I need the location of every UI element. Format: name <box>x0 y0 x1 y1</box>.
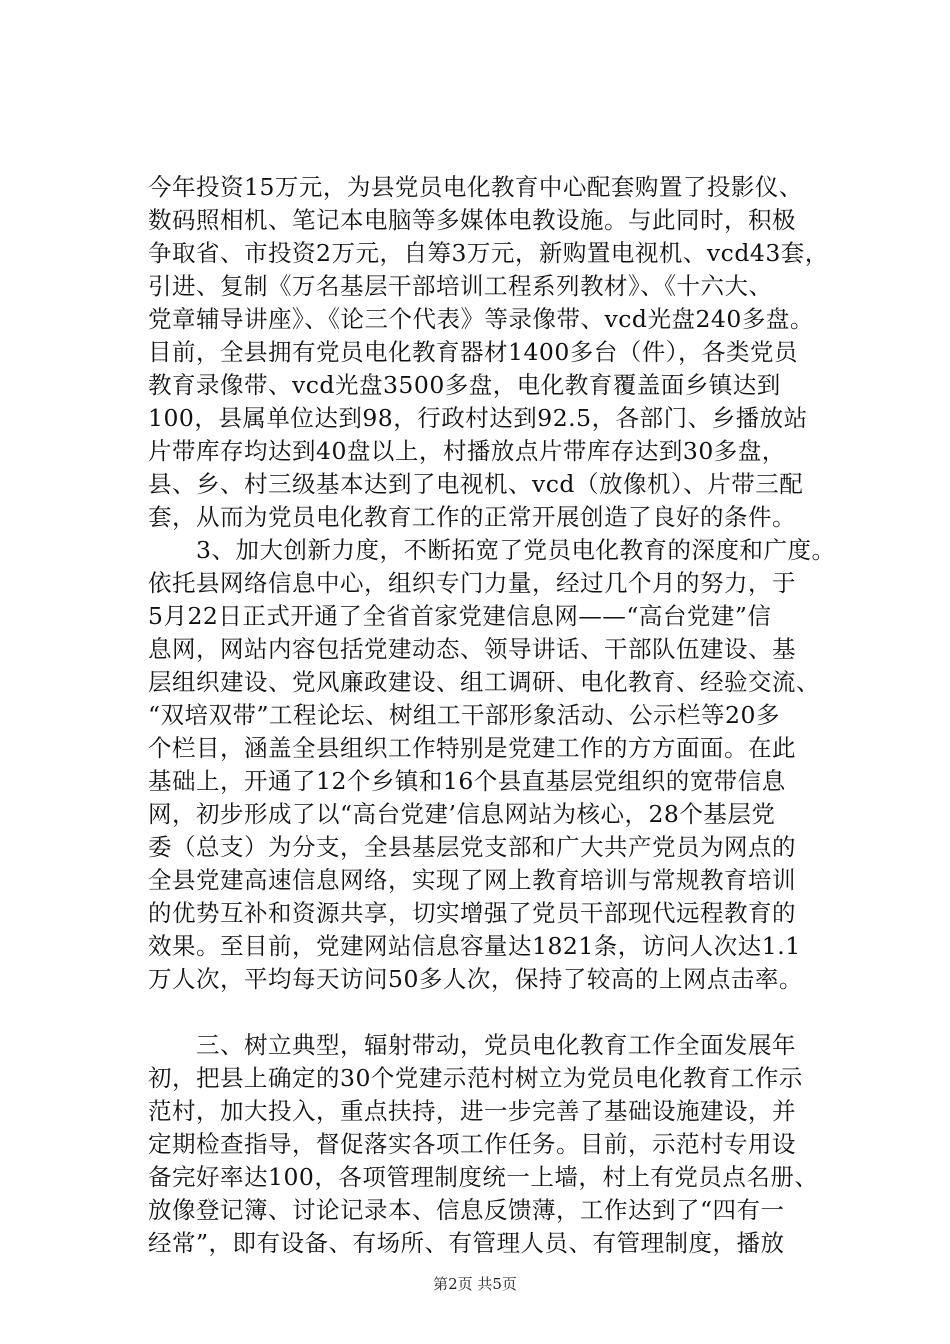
paragraph-gap <box>148 996 868 1029</box>
text-line: 范村，加大投入，重点扶持，进一步完善了基础设施建设，并 <box>148 1097 796 1125</box>
text-line: 5月22日正式开通了全省首家党建信息网——“高台党建”信 <box>148 602 772 630</box>
text-line: 放像登记簿、讨论记录本、信息反馈薄，工作达到了“四有一 <box>148 1196 785 1224</box>
text-line: 初，把县上确定的30个党建示范村树立为党员电化教育工作示 <box>148 1064 803 1092</box>
text-line: 3、加大创新力度，不断拓宽了党员电化教育的深度和广度。 <box>148 536 836 564</box>
text-line: 今年投资15万元，为县党员电化教育中心配套购置了投影仪、 <box>148 173 803 201</box>
text-line: 备完好率达100，各项管理制度统一上墙，村上有党员点名册、 <box>148 1163 819 1191</box>
page-footer: 第2页 共5页 <box>433 1275 517 1293</box>
text-line: 数码照相机、笔记本电脑等多媒体电教设施。与此同时，积极 <box>148 206 796 234</box>
text-line: 目前，全县拥有党员电化教育器材1400多台（件），各类党员 <box>148 338 799 366</box>
text-line: 依托县网络信息中心，组织专门力量，经过几个月的努力，于 <box>148 569 796 597</box>
text-line: “双培双带”工程论坛、树组工干部形象活动、公示栏等20多 <box>148 701 780 729</box>
text-line: 争取省、市投资2万元，自筹3万元，新购置电视机、vcd43套， <box>148 239 829 267</box>
text-line: 教育录像带、vcd光盘3500多盘，电化教育覆盖面乡镇达到 <box>148 371 781 399</box>
text-line: 定期检查指导，督促落实各项工作任务。目前，示范村专用设 <box>148 1130 796 1158</box>
text-line: 的优势互补和资源共享，切实增强了党员干部现代远程教育的 <box>148 899 796 927</box>
text-line: 委（总支）为分支，全县基层党支部和广大共产党员为网点的 <box>148 833 796 861</box>
text-line: 经常”，即有设备、有场所、有管理人员、有管理制度，播放 <box>148 1229 785 1257</box>
text-line: 党章辅导讲座》、《论三个代表》等录像带、vcd光盘240多盘。 <box>148 305 814 333</box>
text-line: 全县党建高速信息网络，实现了网上教育培训与常规教育培训 <box>148 866 796 894</box>
text-line: 县、乡、村三级基本达到了电视机、vcd（放像机）、片带三配 <box>148 470 804 498</box>
text-line: 个栏目，涵盖全县组织工作特别是党建工作的方方面面。在此 <box>148 734 796 762</box>
text-line: 100，县属单位达到98，行政村达到92.5，各部门、乡播放站 <box>148 404 808 432</box>
text-line: 片带库存均达到40盘以上，村播放点片带库存达到30多盘， <box>148 437 786 465</box>
section-b <box>148 1029 868 1260</box>
text-line: 套，从而为党员电化教育工作的正常开展创造了良好的条件。 <box>148 503 796 531</box>
text-line: 层组织建设、党风廉政建设、组工调研、电化教育、经验交流、 <box>148 668 820 696</box>
text-line: 网，初步形成了以“高台党建’信息网站为核心，28个基层党 <box>148 800 776 828</box>
section-a <box>148 171 868 996</box>
text-line: 效果。至目前，党建网站信息容量达1821条，访问人次达1.1 <box>148 932 801 960</box>
document-body <box>148 171 868 1260</box>
text-line: 万人次，平均每天访问50多人次，保持了较高的上网点击率。 <box>148 965 803 993</box>
text-line: 三、树立典型，辐射带动，党员电化教育工作全面发展年 <box>148 1031 796 1059</box>
text-line: 基础上，开通了12个乡镇和16个县直基层党组织的宽带信息 <box>148 767 786 795</box>
text-line: 引进、复制《万名基层干部培训工程系列教材》、《十六大、 <box>148 272 773 300</box>
text-line: 息网，网站内容包括党建动态、领导讲话、干部队伍建设、基 <box>148 635 796 663</box>
